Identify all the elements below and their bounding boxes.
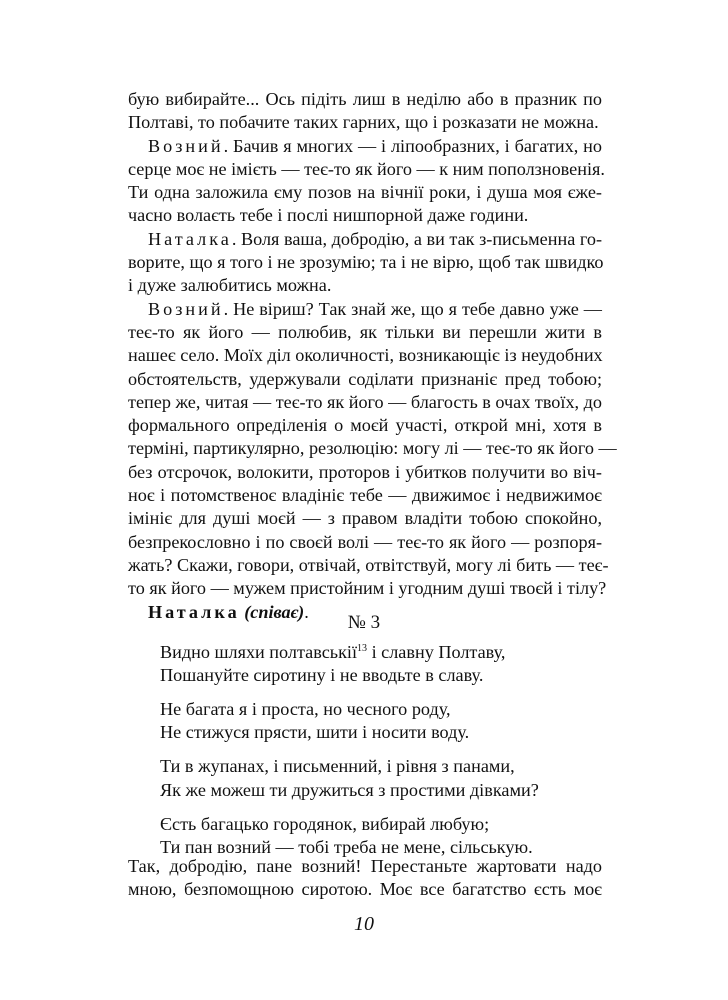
- stanza: [160, 698, 539, 745]
- stanza: [160, 755, 539, 802]
- text-line: тепер же, читая — теє-то як його — благость в очах твоїх, до: [128, 391, 602, 412]
- text-line: Возний. Бачив я многих — і ліпообразних, і багатих, но: [148, 135, 602, 156]
- page-number: 10: [354, 913, 374, 935]
- text-line: Так, добродію, пане возний! Перестаньте жартовати надо: [128, 856, 602, 876]
- text-line: терміні, партикулярно, резолюцію: могу лі — теє-то як його —: [128, 438, 617, 459]
- prose-bottom: [128, 855, 602, 902]
- text-line: нашеє село. Моїх діл околичності, возникающіє із неудобних: [128, 345, 603, 366]
- text-line: бую вибирайте... Ось підіть лиш в неділю або в празник по: [128, 89, 602, 109]
- text-line: теє-то як його — полюбив, як тільки ви перешли жити в: [128, 321, 602, 342]
- speaker-name: Наталка: [148, 228, 232, 249]
- stage-direction: (співає): [244, 601, 305, 622]
- text-line: мною, безпомощною сиротою. Моє все багатство єсть моє: [128, 879, 602, 900]
- verse-line: Як же можеш ти дружиться з простими дівками?: [160, 779, 539, 800]
- text-line: безпрекословно і по своєй волі — теє-то як його — розпоря-: [128, 531, 602, 552]
- text-line: імініє для душі моєй — з правом владіти тобою спокойно,: [128, 508, 602, 529]
- song-heading: № 3: [347, 612, 381, 633]
- verse-line: Пошануйте сиротину і не вводьте в славу.: [160, 665, 484, 686]
- verse-line: Видно шляхи полтавськії$^{13}$ і славну Полтаву,: [160, 642, 506, 662]
- verse-line: Єсть багацько городянок, вибирай любую;: [160, 813, 490, 834]
- text-line: і дуже залюбитись можна.: [128, 275, 332, 296]
- text-line: Ти одна заложила єму позов на вічнії роки, і душа моя єже-: [128, 182, 602, 203]
- text-line: формального опреділенія о моєй участі, открой мні, хотя в: [128, 415, 602, 436]
- text-line: ворите, що я того і не зрозумію; та і не вірю, щоб так швидко: [128, 252, 604, 273]
- song-lyrics: [160, 641, 539, 870]
- text-line: жать? Скажи, говори, отвічай, отвітствуй, могу лі бить — теє-: [128, 554, 609, 575]
- text-line: ноє і потомственоє владініє тебе — движимоє і недвижимоє: [128, 485, 602, 506]
- text-line: Полтаві, то побачите таких гарних, що і розказати не можна.: [128, 112, 599, 133]
- speaker-name: Возний: [148, 135, 224, 156]
- text-line: Возний. Не віриш? Так знай же, що я тебе давно уже —: [148, 298, 602, 319]
- verse-line: Ти пан возний — тобі треба не мене, сільськую.: [160, 836, 533, 857]
- text-line: то як його — мужем пристойним і угодним душі твоєй і тілу?: [128, 578, 607, 599]
- verse-line: Не стижуся прясти, шити і носити воду.: [160, 722, 470, 743]
- text-line: серце моє не імієть — теє-то як його — к ним поползновенія.: [128, 158, 605, 179]
- verse-line: Ти в жупанах, і письменний, і рівня з панами,: [160, 756, 515, 777]
- stanza: [160, 641, 539, 688]
- stanza: [160, 813, 539, 860]
- speaker-name: Наталка: [148, 601, 240, 622]
- text-line: без отсрочок, волокити, проторов і убитков получити во віч-: [128, 461, 602, 482]
- text-line: часно волаєть тебе і послі нишпорной даже години.: [128, 205, 529, 226]
- text-line: Наталка (співає).: [148, 601, 309, 622]
- speaker-name: Возний: [148, 298, 224, 319]
- prose-top: [128, 88, 617, 624]
- verse-line: Не багата я і проста, но чесного роду,: [160, 699, 451, 720]
- text-line: обстоятельств, удержували соділати признаніє пред тобою;: [128, 368, 602, 389]
- footnote-marker: 13: [357, 643, 368, 654]
- text-line: Наталка. Воля ваша, добродію, а ви так з-письменна го-: [148, 228, 602, 249]
